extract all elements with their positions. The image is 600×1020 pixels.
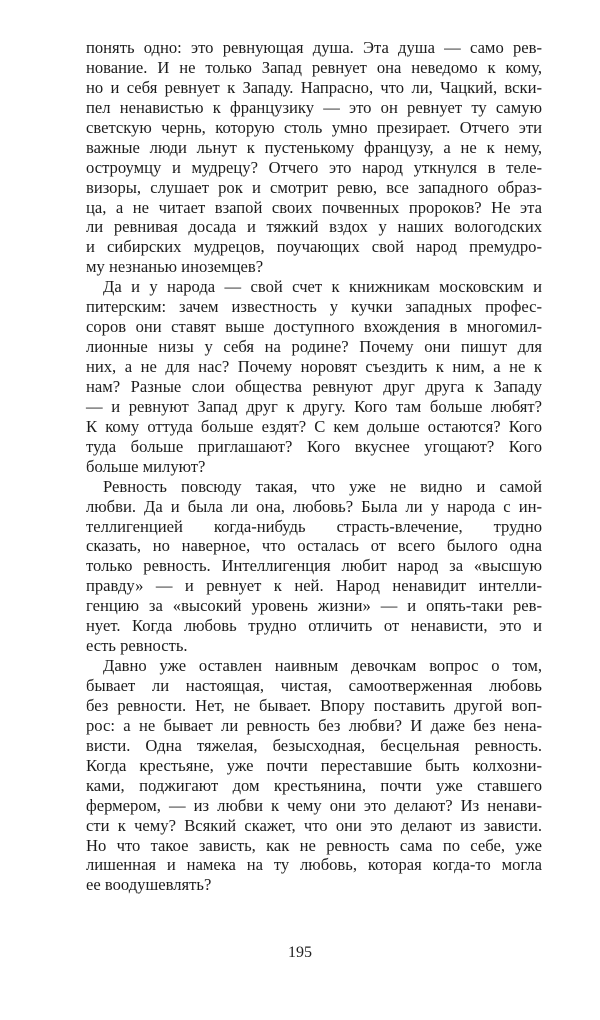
text-line: бывает ли настоящая, чистая, самоотверженная любовь (86, 676, 542, 695)
text-line: Да и у народа — свой счет к книжникам московским и (103, 277, 542, 297)
text-line: висти. Одна тяжелая, безысходная, бесцельная ревность. (86, 735, 542, 755)
page-body-text (86, 38, 542, 895)
text-line: есть ревность. (86, 636, 188, 656)
text-line: К кому оттуда больше ездят? С кем дольше остаются? Кого (86, 416, 542, 436)
text-line: больше милуют? (86, 456, 206, 476)
text-line: туда больше приглашают? Кого вкуснее угощают? Кого (86, 436, 542, 456)
page-number: 195 (288, 944, 312, 961)
text-line: Давно уже оставлен наивным девочкам вопрос о том, (103, 656, 542, 676)
text-line: светскую чернь, которую столь умно презирает. Отчего эти (86, 117, 542, 137)
text-line: только ревность. Интеллигенция любит народ за «высшую (86, 556, 542, 576)
text-line: лионные низы у себя на родине? Почему они пишут для (86, 337, 542, 357)
text-line: и сибирских мудрецов, поучающих свой народ премудро- (86, 237, 542, 257)
text-line: — и ревнуют Запад друг к другу. Кого там больше любят? (86, 396, 542, 416)
text-line: них, а не для нас? Почему норовят съездить к ним, а не к (86, 357, 542, 376)
text-line: сти к чему? Всякий скажет, что они это делают из зависти. (86, 815, 542, 835)
paragraph (86, 277, 542, 476)
text-line: визоры, слушает рок и смотрит ревю, все западного образ- (86, 177, 542, 197)
text-line: ца, а не читает взапой своих почвенных пророков? Не эта (86, 197, 542, 217)
paragraph (86, 38, 542, 277)
paragraph (86, 477, 542, 656)
text-line: правду» — и ревнует к ней. Народ ненавидит интелли- (86, 576, 542, 596)
paragraph (86, 656, 542, 895)
text-line: Ревность повсюду такая, что уже не видно и самой (103, 476, 542, 496)
text-line: но и себя ревнует к Западу. Напрасно, что ли, Чацкий, вски- (86, 77, 542, 97)
text-line: ее воодушевлять? (86, 875, 212, 895)
text-line: важные люди льнут к пустенькому французу, а не к нему, (86, 137, 542, 157)
text-line: Когда крестьяне, уже почти переставшие быть колхозни- (86, 755, 542, 775)
text-line: питерским: зачем известность у кучки западных профес- (86, 297, 542, 317)
text-line: соров они ставят выше доступного вхождения в многомил- (86, 317, 542, 337)
text-line: любви. Да и была ли она, любовь? Была ли у народа с ин- (86, 496, 542, 516)
text-line: лишенная и намека на ту любовь, которая когда-то могла (86, 855, 542, 875)
text-line: генцию за «высокий уровень жизни» — и опять-таки рев- (86, 596, 542, 616)
text-line: остроумцу и мудрецу? Отчего это народ уткнулся в теле- (86, 157, 542, 177)
text-line: пел ненавистью к французику — это он ревнует ту самую (86, 97, 542, 117)
text-line: нам? Разные слои общества ревнуют друг друга к Западу (86, 376, 542, 396)
text-line: ками, поджигают дом крестьянина, почти уже ставшего (86, 775, 542, 795)
text-line: фермером, — из любви к чему они это делают? Из ненави- (86, 795, 542, 815)
text-line: рос: а не бывает ли ревность без любви? И даже без нена- (86, 715, 542, 735)
text-line: нует. Когда любовь трудно отличить от ненависти, это и (86, 616, 542, 636)
text-line: нование. И не только Запад ревнует она неведомо к кому, (86, 57, 542, 77)
text-line: му незнанью иноземцев? (86, 257, 264, 277)
text-line: ли ревнивая досада и тяжкий вздох у наших вологодских (86, 217, 542, 237)
text-line: без ревности. Нет, не бывает. Впору поставить другой воп- (86, 695, 542, 715)
text-line: сказать, но наверное, что осталась от всего былого одна (86, 536, 542, 556)
text-line: теллигенцией когда-нибудь страсть-влечение, трудно (86, 516, 542, 536)
text-line: понять одно: это ревнующая душа. Эта душа — само рев- (86, 38, 542, 57)
text-line: Но что такое зависть, как не ревность сама по себе, уже (86, 835, 542, 855)
